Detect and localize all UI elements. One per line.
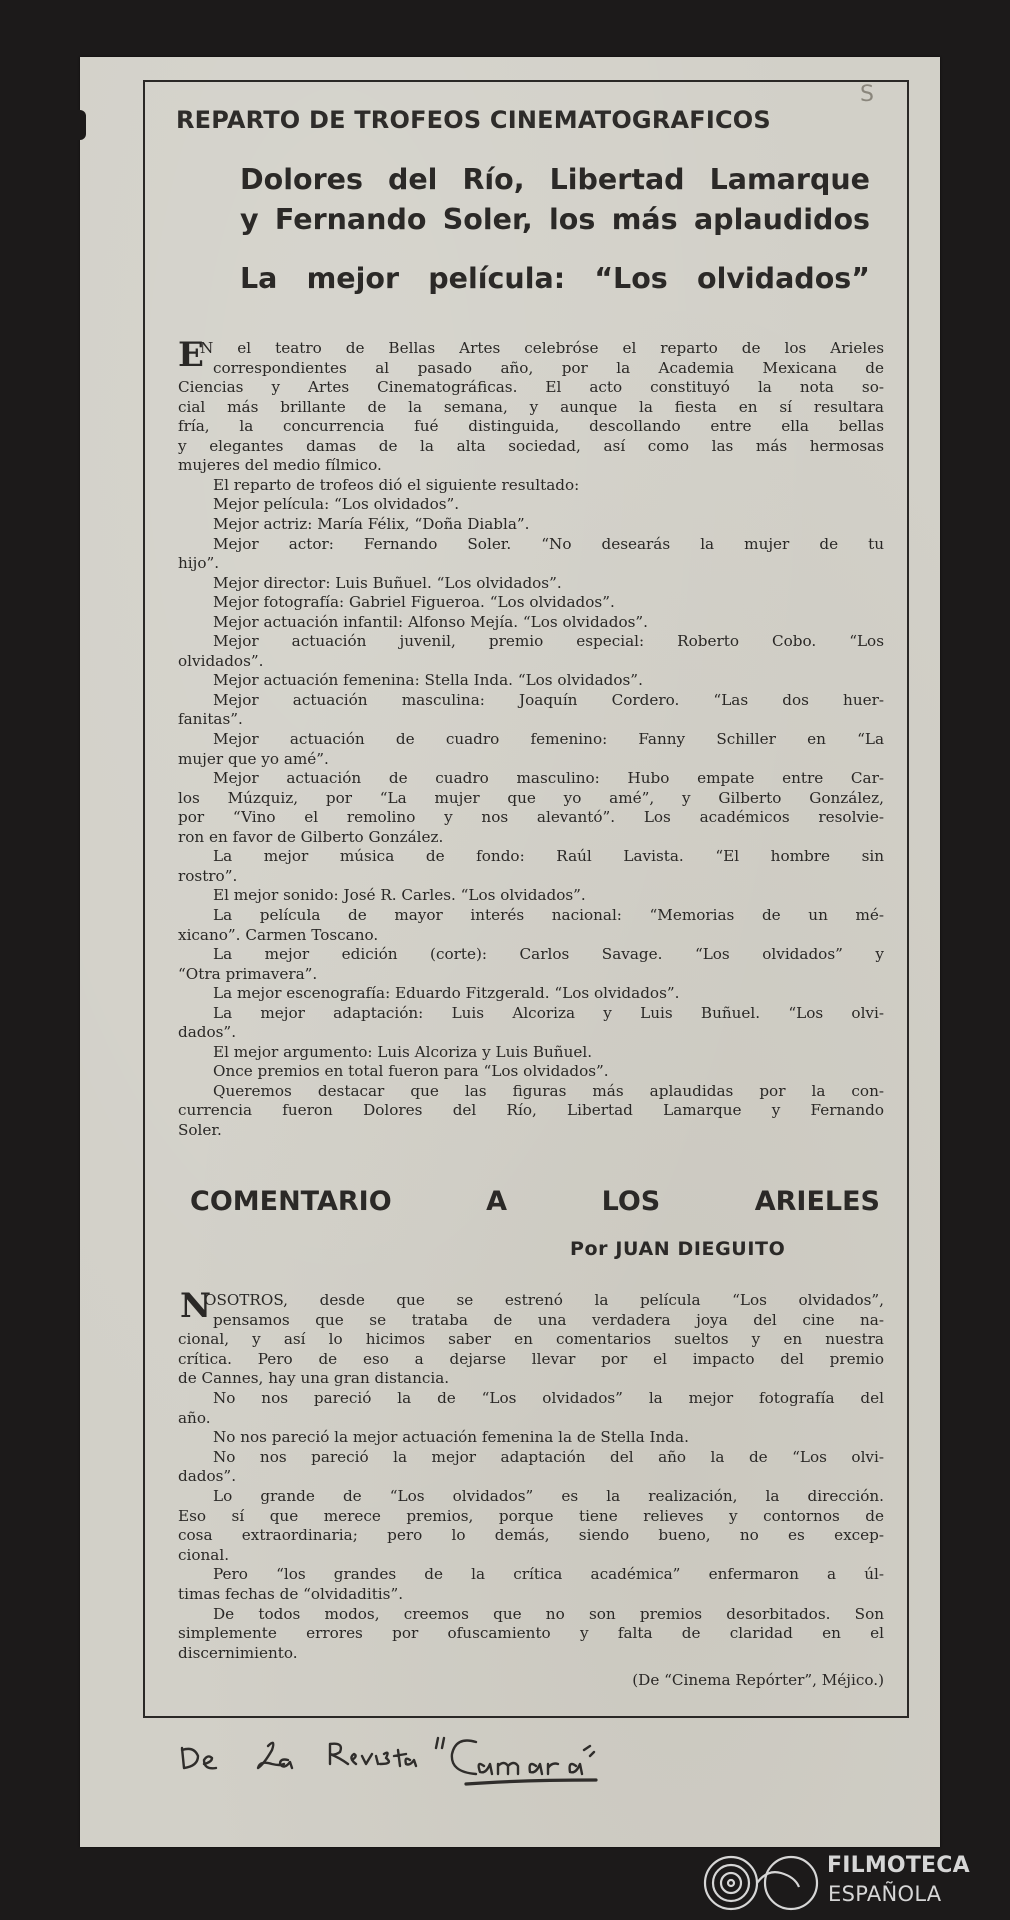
text-line: Mejor actuación masculina: Joaquín Cordero. “Las dos huer- xyxy=(213,690,884,709)
text-line: La mejor adaptación: Luis Alcoriza y Luis Buñuel. “Los olvi- xyxy=(213,1003,884,1022)
text-line: El mejor sonido: José R. Carles. “Los olvidados”. xyxy=(213,886,586,905)
text-line: cosa extraordinaria; pero lo demás, siendo bueno, no es excep- xyxy=(178,1526,884,1545)
text-line: cional, y así lo hicimos saber en comentarios sueltos y en nuestra xyxy=(178,1330,884,1349)
pencil-mark: S xyxy=(860,82,874,107)
hw-underline xyxy=(466,1780,596,1784)
text-line: No nos pareció la de “Los olvidados” la mejor fotografía del xyxy=(213,1389,884,1407)
text-line: de Cannes, hay una gran distancia. xyxy=(178,1369,450,1388)
text-line: Pero “los grandes de la crítica académica” enfermaron a úl- xyxy=(213,1565,884,1584)
text-line: Ciencias y Artes Cinematográficas. El acto constituyó la nota so- xyxy=(178,378,884,397)
hw-quote xyxy=(436,1738,444,1748)
text-line: crítica. Pero de eso a dejarse llevar por el impacto del premio xyxy=(178,1349,884,1368)
text-line: La mejor música de fondo: Raúl Lavista. “El hombre sin xyxy=(213,847,884,866)
handwritten-note xyxy=(180,1720,880,1810)
text-line: dados”. xyxy=(178,1467,237,1486)
source-attribution: (De “Cinema Repórter”, Méjico.) xyxy=(632,1671,884,1689)
text-line: “Otra primavera”. xyxy=(178,964,318,983)
text-line: De todos modos, creemos que no son premios desorbitados. Son xyxy=(213,1604,884,1623)
text-line: Mejor película: “Los olvidados”. xyxy=(213,495,460,514)
text-line: dados”. xyxy=(178,1023,237,1042)
text-line: ron en favor de Gilberto González. xyxy=(178,827,444,846)
text-line: Queremos destacar que las figuras más aplaudidas por la con- xyxy=(213,1081,884,1100)
logo-spiral-mid xyxy=(713,1865,749,1901)
text-line: timas fechas de “olvidaditis”. xyxy=(178,1585,404,1603)
text-line: rostro”. xyxy=(178,866,238,885)
text-line: Soler. xyxy=(178,1121,222,1139)
text-line: N el teatro de Bellas Artes celebróse el reparto de los Arieles xyxy=(200,339,884,357)
text-line: Mejor actuación juvenil, premio especial: Roberto Cobo. “Los xyxy=(213,632,884,651)
text-line: simplemente errores por ofuscamiento y falta de claridad en el xyxy=(178,1624,884,1643)
text-line: por “Vino el remolino y nos alevantó”. Los académicos resolvie- xyxy=(178,808,884,827)
text-line: los Múzquiz, por “La mujer que yo amé”, y Gilberto González, xyxy=(178,788,884,807)
logo-ring xyxy=(765,1857,817,1909)
hw-De xyxy=(182,1748,216,1768)
article-kicker: REPARTO DE TROFEOS CINEMATOGRAFICOS xyxy=(176,106,771,134)
logo-spiral-core xyxy=(728,1880,734,1886)
text-line: currencia fueron Dolores del Río, Libertad Lamarque y Fernando xyxy=(178,1101,884,1120)
drop-cap: E xyxy=(178,335,204,375)
text-line: La película de mayor interés nacional: “Memorias de un mé- xyxy=(213,905,884,924)
text-line: La mejor escenografía: Eduardo Fitzgerald. “Los olvidados”. xyxy=(213,984,680,1003)
text-line: Mejor actriz: María Félix, “Doña Diabla”. xyxy=(213,514,530,533)
text-line: olvidados”. xyxy=(178,651,264,670)
logo-spiral-inner xyxy=(721,1873,741,1893)
text-line: fría, la concurrencia fué distinguida, descollando entre ella bellas xyxy=(178,417,884,436)
text-line: Mejor actuación infantil: Alfonso Mejía. “Los olvidados”. xyxy=(213,612,648,631)
text-line: xicano”. Carmen Toscano. xyxy=(178,925,379,944)
text-line: cional. xyxy=(178,1545,230,1564)
text-line: OSOTROS, desde que se estrenó la película “Los olvidados”, xyxy=(204,1291,884,1309)
text-line: Once premios en total fueron para “Los olvidados”. xyxy=(213,1062,609,1081)
drop-cap: N xyxy=(180,1286,212,1326)
hw-Revista xyxy=(330,1744,416,1766)
text-line: hijo”. xyxy=(178,554,220,573)
torn-edge xyxy=(76,110,86,140)
text-line: Mejor actuación de cuadro femenino: Fanny Schiller en “La xyxy=(213,730,884,748)
text-line: Eso sí que merece premios, porque tiene relieves y contornos de xyxy=(178,1506,884,1525)
headline-line: Dolores del Río, Libertad Lamarque xyxy=(240,163,870,196)
text-line: Mejor actuación de cuadro masculino: Hubo empate entre Car- xyxy=(213,769,884,788)
text-line: El reparto de trofeos dió el siguiente resultado: xyxy=(213,475,580,494)
logo-text-espanola: ESPAÑOLA xyxy=(828,1882,942,1906)
section-title: COMENTARIO A LOS ARIELES xyxy=(190,1186,880,1217)
text-line: mujer que yo amé”. xyxy=(178,749,329,768)
text-line: correspondientes al pasado año, por la Academia Mexicana de xyxy=(213,358,884,377)
text-line: y elegantes damas de la alta sociedad, así como las más hermosas xyxy=(178,436,884,455)
text-line: cial más brillante de la semana, y aunque la fiesta en sí resultara xyxy=(178,397,884,416)
text-line: año. xyxy=(178,1408,211,1427)
text-line: Mejor actor: Fernando Soler. “No desearás la mujer de tu xyxy=(213,534,884,553)
logo-text-filmoteca: FILMOTECA xyxy=(827,1853,970,1878)
text-line: Mejor fotografía: Gabriel Figueroa. “Los olvidados”. xyxy=(213,593,615,612)
subheadline: La mejor película: “Los olvidados” xyxy=(240,262,870,295)
text-line: Mejor actuación femenina: Stella Inda. “Los olvidados”. xyxy=(213,671,643,690)
hw-La xyxy=(258,1743,292,1768)
text-line: mujeres del medio fílmico. xyxy=(178,456,382,475)
text-line: No nos pareció la mejor actuación femenina la de Stella Inda. xyxy=(213,1428,689,1447)
text-line: La mejor edición (corte): Carlos Savage. “Los olvidados” y xyxy=(213,945,884,964)
text-line: Lo grande de “Los olvidados” es la realización, la dirección. xyxy=(213,1487,884,1505)
hw-Camara xyxy=(452,1741,594,1775)
text-line: discernimiento. xyxy=(178,1643,298,1662)
text-line: El mejor argumento: Luis Alcoriza y Luis Buñuel. xyxy=(213,1042,593,1061)
text-line: pensamos que se trataba de una verdadera joya del cine na- xyxy=(213,1310,884,1329)
text-line: No nos pareció la mejor adaptación del año la de “Los olvi- xyxy=(213,1447,884,1466)
headline-line: y Fernando Soler, los más aplaudidos xyxy=(240,203,870,236)
text-line: Mejor director: Luis Buñuel. “Los olvidados”. xyxy=(213,573,562,592)
text-line: fanitas”. xyxy=(178,710,243,729)
logo-loop xyxy=(757,1872,799,1887)
byline: Por JUAN DIEGUITO xyxy=(570,1238,786,1260)
